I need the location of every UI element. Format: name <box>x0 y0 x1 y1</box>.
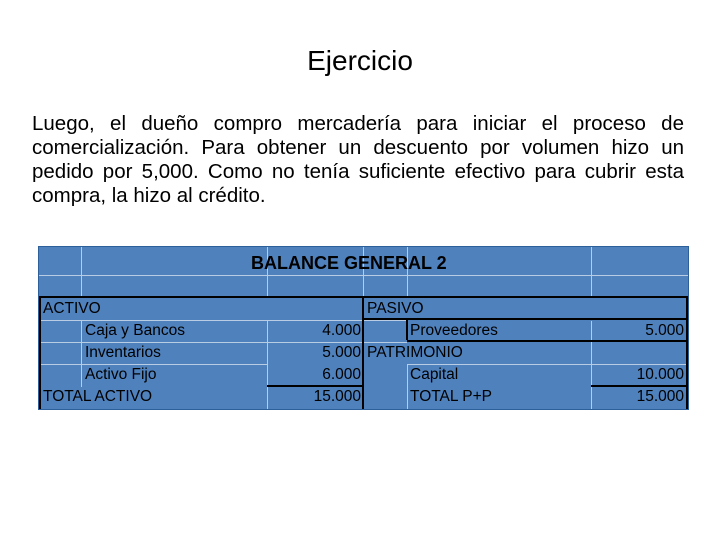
activo-label: ACTIVO <box>43 300 101 317</box>
gridline <box>81 321 82 387</box>
total-activo-value: 15.000 <box>313 388 361 405</box>
table-border <box>39 296 41 409</box>
total-pp-label: TOTAL P+P <box>410 388 492 405</box>
activo-item-label: Activo Fijo <box>85 366 157 383</box>
table-border <box>686 296 688 409</box>
slide-title: Ejercicio <box>307 45 413 76</box>
balance-sheet-table <box>38 246 689 410</box>
activo-item-label: Caja y Bancos <box>85 322 185 339</box>
table-border <box>406 318 408 340</box>
gridline <box>407 365 408 409</box>
activo-item-value: 6.000 <box>322 366 361 383</box>
pasivo-label: PASIVO <box>367 300 424 317</box>
total-pp-value: 15.000 <box>636 388 684 405</box>
pasivo-item-value: 5.000 <box>645 322 684 339</box>
patrimonio-item-label: Capital <box>410 366 459 383</box>
pasivo-item-label: Proveedores <box>410 322 498 339</box>
table-border <box>362 296 364 409</box>
balance-title: BALANCE GENERAL 2 <box>251 253 447 273</box>
gridline <box>81 247 82 297</box>
patrimonio-label: PATRIMONIO <box>367 344 463 361</box>
total-activo-label: TOTAL ACTIVO <box>43 388 153 405</box>
patrimonio-item-value: 10.000 <box>636 366 684 383</box>
gridline <box>591 247 592 297</box>
activo-item-value: 5.000 <box>322 344 361 361</box>
activo-item-label: Inventarios <box>85 344 161 361</box>
exercise-paragraph: Luego, el dueño compro mercadería para iniciar el proceso de comercialización. Para obtener un descuento por volumen hizo un pedido por 5,000. Como no tenía suficiente efectivo para cubrir esta compra, la hizo al crédito. <box>32 112 684 207</box>
activo-item-value: 4.000 <box>322 322 361 339</box>
gridline <box>591 321 592 409</box>
gridline <box>267 321 268 409</box>
